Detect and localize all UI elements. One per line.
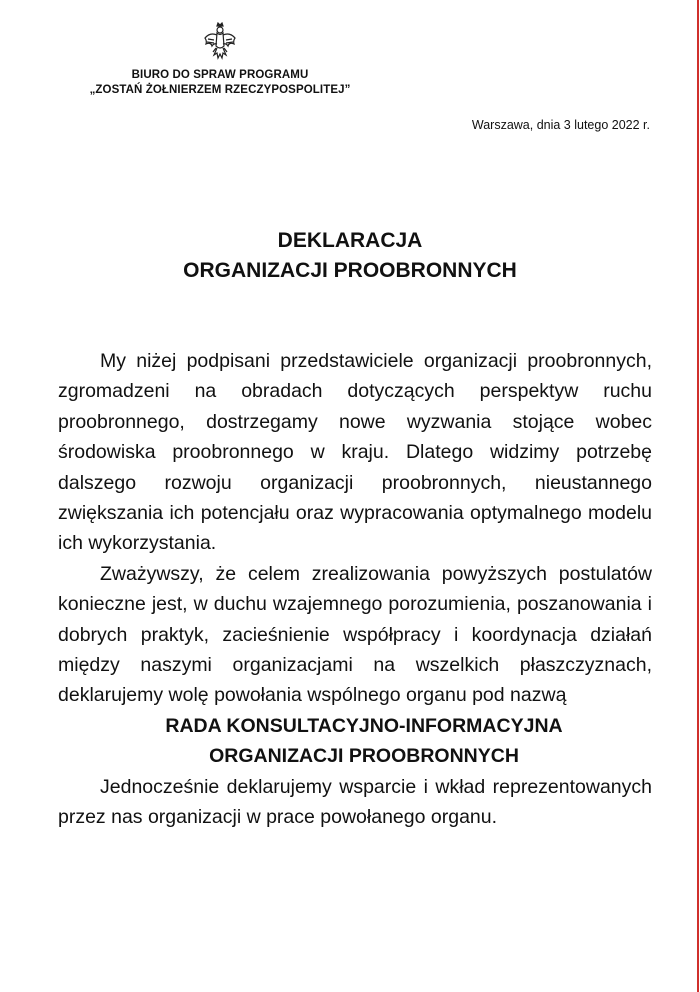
council-name [58,711,652,772]
page-edge-line [697,0,699,992]
council-name-line-1: RADA KONSULTACYJNO-INFORMACYJNA [165,714,563,737]
issuing-office [60,68,380,98]
office-line-2: „ZOSTAŃ ŻOŁNIERZEM RZECZYPOSPOLITEJ” [89,84,351,96]
council-name-line-2: ORGANIZACJI PROOBRONNYCH [209,745,519,768]
paragraph-2: Zważywszy, że celem zrealizowania powyższych postulatów konieczne jest, w duchu wzajemnego porozumienia, poszanowania i dobrych praktyk, zacieśnienie współpracy i koordynacja działań między naszymi organizacjami na wszelkich płaszczyznach, deklarujemy wolę powołania wspólnego organu pod nazwą [58,562,652,707]
place-and-date: Warszawa, dnia 3 lutego 2022 r. [471,118,650,132]
paragraph-3: Jednocześnie deklarujemy wsparcie i wkład reprezentowanych przez nas organizacji w prace powołanego organu. [58,775,652,829]
paragraph-1: My niżej podpisani przedstawiciele organizacji proobronnych, zgromadzeni na obradach dotyczących perspektyw ruchu proobronnego, dostrzegamy nowe wyzwania stojące wobec środowiska proobronnego w kraju. Dlatego widzimy potrzebę dalszego rozwoju organizacji proobronnych, nieustannego zwiększania ich potencjału oraz wypracowania optymalnego modelu ich wykorzystania. [58,350,652,555]
title-line-1: DEKLARACJA [277,229,423,252]
title-line-2: ORGANIZACJI PROOBRONNYCH [183,259,517,282]
declaration-body [58,346,652,833]
polish-eagle-icon [202,22,238,62]
office-line-1: BIURO DO SPRAW PROGRAMU [131,69,309,81]
document-title [0,226,700,286]
